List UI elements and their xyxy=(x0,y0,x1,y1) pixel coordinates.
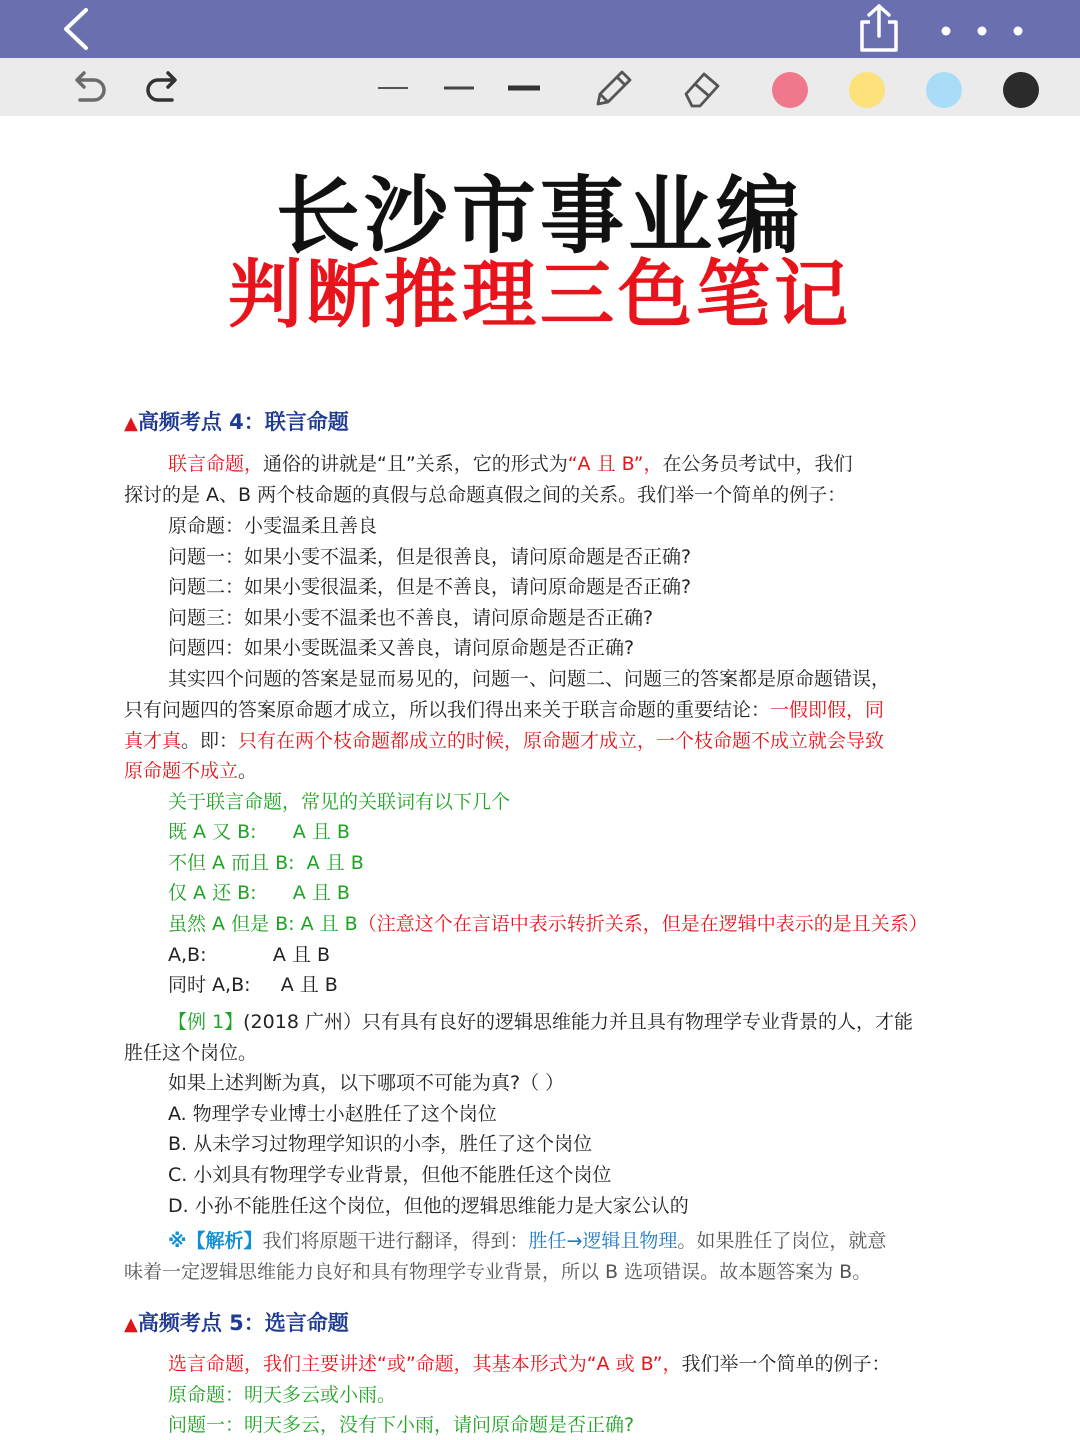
connective-line: 仅 A 还 B: A 且 B xyxy=(168,882,350,904)
title-main: 长沙市事业编 xyxy=(275,166,804,265)
question-line: 问题一：明天多云，没有下小雨，请问原命题是否正确? xyxy=(168,1414,635,1436)
black-color-swatch[interactable] xyxy=(1003,72,1039,108)
option-d: D. 小孙不能胜任这个岗位，但他的逻辑思维能力是大家公认的 xyxy=(168,1195,689,1217)
document-page xyxy=(0,116,1080,1440)
triangle-icon: ▲ xyxy=(124,1314,138,1335)
paragraph-line: 真才真。即：只有在两个枝命题都成立的时候，原命题才成立，一个枝命题不成立就会导致 xyxy=(124,730,885,752)
undo-icon[interactable] xyxy=(66,66,110,110)
connective-line: 虽然 A 但是 B: A 且 B（注意这个在言语中表示转折关系，但是在逻辑中表示的是且关系） xyxy=(168,913,928,935)
paragraph-line: 选言命题，我们主要讲述“或”命题，其基本形式为“A 或 B”，我们举一个简单的例子： xyxy=(168,1353,891,1375)
example-prompt: 如果上述判断为真，以下哪项不可能为真?（ ） xyxy=(168,1072,565,1094)
redo-icon[interactable] xyxy=(142,66,186,110)
light-blue-color-swatch[interactable] xyxy=(926,72,962,108)
example-proposition: 原命题：小雯温柔且善良 xyxy=(168,515,378,537)
option-c: C. 小刘具有物理学专业背景，但他不能胜任这个岗位 xyxy=(168,1164,612,1186)
option-a: A. 物理学专业博士小赵胜任了这个岗位 xyxy=(168,1103,497,1125)
connective-line: A,B: A 且 B xyxy=(168,944,331,966)
paragraph-line: 其实四个问题的答案是显而易见的，问题一、问题二、问题三的答案都是原命题错误， xyxy=(168,668,891,690)
thick-stroke-icon[interactable] xyxy=(506,66,542,110)
section-heading-4: ▲高频考点 4：联言命题 xyxy=(124,410,349,434)
more-dots-icon[interactable] xyxy=(936,18,1032,44)
option-b: B. 从未学习过物理学知识的小李，胜任了这个岗位 xyxy=(168,1133,593,1155)
yellow-color-swatch[interactable] xyxy=(849,72,885,108)
example-question: 【例 1】(2018 广州）只有具有良好的逻辑思维能力并且具有物理学专业背景的人，才能 xyxy=(168,1011,913,1033)
paragraph-line: 联言命题，通俗的讲就是“且”关系，它的形式为“A 且 B”，在公务员考试中，我们 xyxy=(168,453,853,475)
triangle-icon: ▲ xyxy=(124,413,138,434)
thin-stroke-icon[interactable] xyxy=(376,66,410,110)
paragraph-line: 原命题不成立。 xyxy=(124,760,258,782)
connective-line: 同时 A,B: A 且 B xyxy=(168,974,338,996)
top-app-bar xyxy=(0,0,1080,58)
example-question: 胜任这个岗位。 xyxy=(124,1042,258,1064)
analysis-line: 味着一定逻辑思维能力良好和具有物理学专业背景，所以 B 选项错误。故本题答案为 B。 xyxy=(124,1261,872,1283)
connective-line: 不但 A 而且 B: A 且 B xyxy=(168,852,364,874)
pink-color-swatch[interactable] xyxy=(772,72,808,108)
chevron-left-icon[interactable] xyxy=(56,6,100,52)
analysis-line: ※【解析】我们将原题干进行翻译，得到：胜任→逻辑且物理。如果胜任了岗位，就意 xyxy=(168,1230,887,1252)
section-heading-5: ▲高频考点 5：选言命题 xyxy=(124,1311,349,1335)
pen-icon[interactable] xyxy=(588,66,638,110)
question-line: 问题四：如果小雯既温柔又善良，请问原命题是否正确? xyxy=(168,637,635,659)
eraser-icon[interactable] xyxy=(676,66,726,110)
question-line: 问题二：如果小雯很温柔，但是不善良，请问原命题是否正确? xyxy=(168,576,692,598)
paragraph-line: 探讨的是 A、B 两个枝命题的真假与总命题真假之间的关系。我们举一个简单的例子： xyxy=(124,484,847,506)
connectives-intro: 关于联言命题，常见的关联词有以下几个 xyxy=(168,791,511,813)
annotation-toolbar xyxy=(0,58,1080,116)
title-sub: 判断推理三色笔记 xyxy=(228,252,852,338)
connective-line: 既 A 又 B: A 且 B xyxy=(168,821,350,843)
question-line: 问题三：如果小雯不温柔也不善良，请问原命题是否正确? xyxy=(168,607,654,629)
share-icon[interactable] xyxy=(856,2,902,54)
question-line: 问题一：如果小雯不温柔，但是很善良，请问原命题是否正确? xyxy=(168,546,692,568)
medium-stroke-icon[interactable] xyxy=(442,66,476,110)
paragraph-line: 只有问题四的答案原命题才成立，所以我们得出来关于联言命题的重要结论：一假即假，同 xyxy=(124,699,885,721)
example-proposition: 原命题：明天多云或小雨。 xyxy=(168,1384,397,1406)
